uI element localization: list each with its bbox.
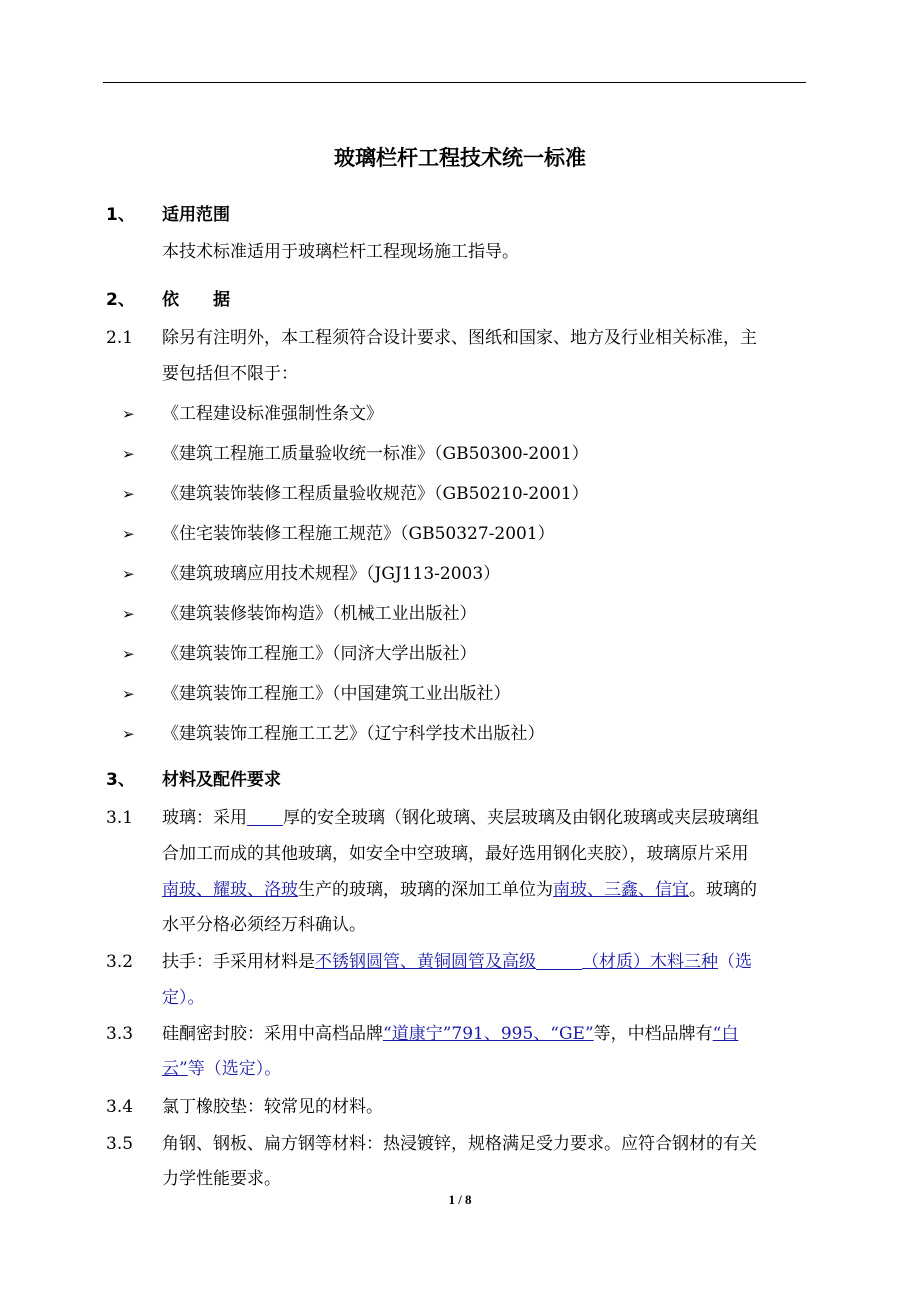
para-3-1-line-1: 玻璃：采用 厚的安全玻璃（钢化玻璃、夹层玻璃及由钢化玻璃或夹层玻璃组 [162,808,759,828]
thickness-blank[interactable] [247,807,283,826]
para-3-3-line-1: 硅酮密封胶：采用中高档品牌“道康宁”791、995、“GE”等，中档品牌有“白 [162,1024,739,1044]
page-number: 1 / 8 [448,1192,472,1207]
para-3-5-line-2: 力学性能要求。 [162,1169,281,1189]
reference-item: 《建筑装饰装修工程质量验收规范》（GB50210-2001） [162,484,589,504]
para-3-1-line-2: 合加工而成的其他玻璃，如安全中空玻璃，最好选用钢化夹胶），玻璃原片采用 [162,844,749,864]
section-3-number: 3、 [106,770,135,790]
para-3-1-line-3: 南玻、耀玻、洛玻生产的玻璃，玻璃的深加工单位为南玻、三鑫、信宜。玻璃的 [162,880,757,900]
para-2-1-line-1: 除另有注明外，本工程须符合设计要求、图纸和国家、地方及行业相关标准，主 [162,328,757,348]
section-2-heading: 依 据 [162,290,230,310]
bullet-arrow-icon: ➢ [122,565,135,583]
reference-item: 《建筑玻璃应用技术规程》（JGJ113-2003） [162,564,501,584]
section-2-number: 2、 [106,290,135,310]
para-3-5-number: 3.5 [106,1134,134,1154]
bullet-arrow-icon: ➢ [122,685,135,703]
section-3-heading: 材料及配件要求 [162,770,281,790]
para-3-1-line-4: 水平分格必须经万科确认。 [162,915,366,935]
reference-item: 《建筑装饰工程施工》（同济大学出版社） [162,644,477,664]
para-3-4-text: 氯丁橡胶垫：较常见的材料。 [162,1097,383,1117]
para-3-1-number: 3.1 [106,808,134,828]
sealant-brand-link[interactable]: “道康宁”791、995、“GE” [383,1024,594,1044]
reference-item: 《建筑装修装饰构造》（机械工业出版社） [162,604,477,624]
mid-brand-link[interactable]: “白 [712,1024,739,1044]
page-title: 玻璃栏杆工程技术统一标准 [334,146,586,170]
header-rule [103,82,806,83]
glass-brand-link[interactable]: 南玻、耀玻、洛玻 [162,880,298,900]
bullet-arrow-icon: ➢ [122,725,135,743]
para-3-2-number: 3.2 [106,952,134,972]
para-3-5-line-1: 角钢、钢板、扁方钢等材料：热浸镀锌，规格满足受力要求。应符合钢材的有关 [162,1134,757,1154]
reference-item: 《建筑工程施工质量验收统一标准》（GB50300-2001） [162,444,589,464]
bullet-arrow-icon: ➢ [122,405,135,423]
para-3-3-number: 3.3 [106,1024,134,1044]
section-1-body: 本技术标准适用于玻璃栏杆工程现场施工指导。 [162,242,519,262]
para-2-1-line-2: 要包括但不限于： [162,364,298,384]
section-1-number: 1、 [106,205,135,225]
bullet-arrow-icon: ➢ [122,525,135,543]
para-3-3-line-2: 云”等（选定）。 [162,1059,282,1079]
para-3-2-line-1: 扶手：手采用材料是不锈钢圆管、黄铜圆管及高级 （材质）木料三种（选 [162,952,752,972]
mid-brand-link-cont[interactable]: 云” [162,1059,188,1079]
handrail-material-link[interactable]: 不锈钢圆管、黄铜圆管及高级 （材质）木料三种 [315,952,718,972]
reference-item: 《建筑装饰工程施工工艺》（辽宁科学技术出版社） [162,724,545,744]
bullet-arrow-icon: ➢ [122,605,135,623]
section-1-heading: 适用范围 [162,205,230,225]
reference-item: 《住宅装饰装修工程施工规范》（GB50327-2001） [162,524,555,544]
para-3-4-number: 3.4 [106,1097,134,1117]
bullet-arrow-icon: ➢ [122,445,135,463]
para-2-1-number: 2.1 [106,328,134,348]
reference-item: 《工程建设标准强制性条文》 [162,404,383,424]
bullet-arrow-icon: ➢ [122,645,135,663]
bullet-arrow-icon: ➢ [122,485,135,503]
processor-link[interactable]: 南玻、三鑫、信宜 [553,880,689,900]
para-3-2-line-2: 定）。 [162,988,205,1008]
reference-item: 《建筑装饰工程施工》（中国建筑工业出版社） [162,684,511,704]
